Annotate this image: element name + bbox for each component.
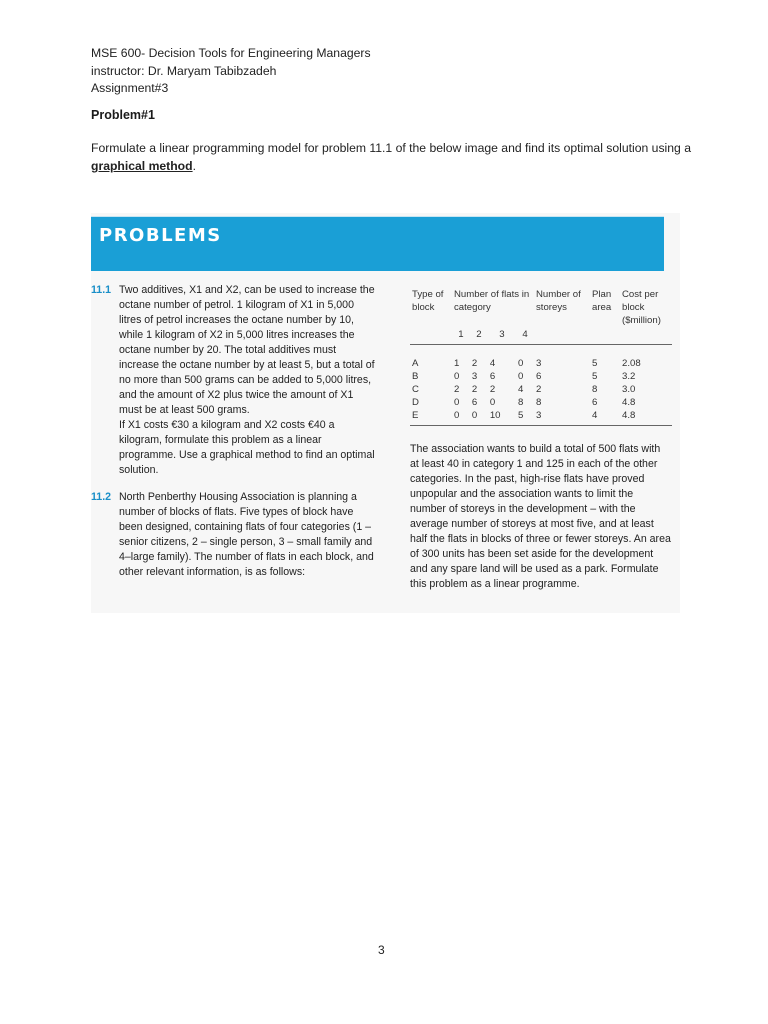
cell: 8 xyxy=(592,384,598,395)
cell: 1 xyxy=(454,358,460,369)
table-row xyxy=(410,370,672,383)
blocks-table xyxy=(410,288,672,426)
cell: 0 xyxy=(454,397,460,408)
problem-11-2 xyxy=(91,490,376,580)
cell: 6 xyxy=(489,371,496,382)
textbook-excerpt-image xyxy=(91,213,680,613)
cell: 4 xyxy=(590,409,620,426)
cell: 6 xyxy=(471,397,478,408)
block-type: C xyxy=(412,384,419,395)
problem-11-2-continued: The association wants to build a total of 500 flats with at least 40 in category 1 and 125 in each of the other categories. In the past, high-rise flats have proved unpopular and the association wants to limit the number of storeys in the development – with the average number of storeys at most five, and at least half the flats in blocks of three or fewer storeys. An area of 300 units has been set aside for the development and any spare land will be used as a park. Formulate this problem as a linear programme. xyxy=(410,443,671,590)
category-2-header: 2 xyxy=(470,327,488,345)
col-header-storeys: Number of storeys xyxy=(536,289,581,313)
problem-number: 11.1 xyxy=(91,284,112,296)
cell: 3 xyxy=(471,371,478,382)
cell: 4.8 xyxy=(622,397,636,408)
cell: 5 xyxy=(592,371,598,382)
cell: 8 xyxy=(518,397,524,408)
cell: 5 xyxy=(592,358,598,369)
cell: 2 xyxy=(454,384,460,395)
table-row xyxy=(410,383,672,396)
cell: 4.8 xyxy=(620,409,672,426)
cell: 3 xyxy=(536,358,542,369)
document-header xyxy=(91,45,371,98)
graphical-method-emphasis: graphical method xyxy=(91,159,193,173)
cell: 4 xyxy=(489,358,496,369)
cell: 6 xyxy=(536,371,542,382)
category-1-header: 1 xyxy=(452,327,470,345)
cell: 0 xyxy=(470,409,488,426)
cell: 3.2 xyxy=(622,371,636,382)
cell: 2.08 xyxy=(622,358,641,369)
table-row xyxy=(410,345,672,371)
block-type: B xyxy=(412,371,419,382)
category-4-header: 4 xyxy=(516,327,534,345)
page-number: 3 xyxy=(378,943,385,957)
problem-text-cost: If X1 costs €30 a kilogram and X2 costs €40 a kilogram, formulate this problem as a linear programme. Use a graphical method to find an optimal solution. xyxy=(119,419,375,476)
cell: 3 xyxy=(534,409,590,426)
cell: 5 xyxy=(516,409,534,426)
problem-text: Two additives, X1 and X2, can be used to increase the octane number of petrol. 1 kilogram of X1 in 5,000 litres of petrol increases the octane number by 10, while 1 kilogram of X2 in 5,000 litres increases the octane number by 20. The total additives must increase the octane number by at least 5, but a total of no more than 500 grams can be added to 5,000 litres, and the amount of X2 plus twice the amount of X1 must be at least 500 grams. xyxy=(119,284,375,416)
table-row xyxy=(410,396,672,409)
col-header-cost: Cost per block ($million) xyxy=(622,289,661,326)
category-3-header: 3 xyxy=(488,327,516,345)
banner-title: PROBLEMS xyxy=(99,225,222,246)
cell: 10 xyxy=(488,409,516,426)
problem-text: North Penberthy Housing Association is planning a number of blocks of flats. Five types of block have been designed, containing flats of four categories (1 – senior citizens, 2 – single person, 3 – small family and 4–large family). The number of flats in each block, and other relevant information, is as follows: xyxy=(119,491,374,578)
assignment-label: Assignment#3 xyxy=(91,81,169,95)
cell: 0 xyxy=(452,409,470,426)
col-header-area: Plan area xyxy=(592,289,612,313)
cell: 0 xyxy=(518,371,524,382)
problem-title: Problem#1 xyxy=(91,108,155,122)
instructions-end: . xyxy=(192,159,196,173)
cell: 4 xyxy=(518,384,524,395)
cell: 0 xyxy=(518,358,524,369)
block-type: A xyxy=(412,358,419,369)
instructions-text: Formulate a linear programming model for problem 11.1 of the below image and find its optimal solution using a xyxy=(91,141,691,155)
problem-11-1 xyxy=(91,283,376,478)
col-header-type: Type of block xyxy=(412,289,444,313)
block-type: D xyxy=(412,397,419,408)
cell: 6 xyxy=(592,397,598,408)
cell: 0 xyxy=(454,371,460,382)
cell: 3.0 xyxy=(622,384,636,395)
col-header-flats: Number of flats in category xyxy=(454,289,530,313)
cell: 2 xyxy=(471,384,478,395)
block-type: E xyxy=(410,409,452,426)
table-row xyxy=(410,409,672,426)
problems-banner xyxy=(91,216,664,271)
problem-instructions xyxy=(91,139,691,175)
excerpt-left-column xyxy=(91,283,376,592)
problem-number: 11.2 xyxy=(91,491,112,503)
cell: 2 xyxy=(536,384,542,395)
excerpt-right-column xyxy=(410,288,672,592)
course-title: MSE 600- Decision Tools for Engineering Managers xyxy=(91,46,371,60)
cell: 0 xyxy=(489,397,496,408)
instructor-line: instructor: Dr. Maryam Tabibzadeh xyxy=(91,63,277,78)
cell: 2 xyxy=(489,384,496,395)
cell: 2 xyxy=(471,358,478,369)
cell: 8 xyxy=(536,397,542,408)
